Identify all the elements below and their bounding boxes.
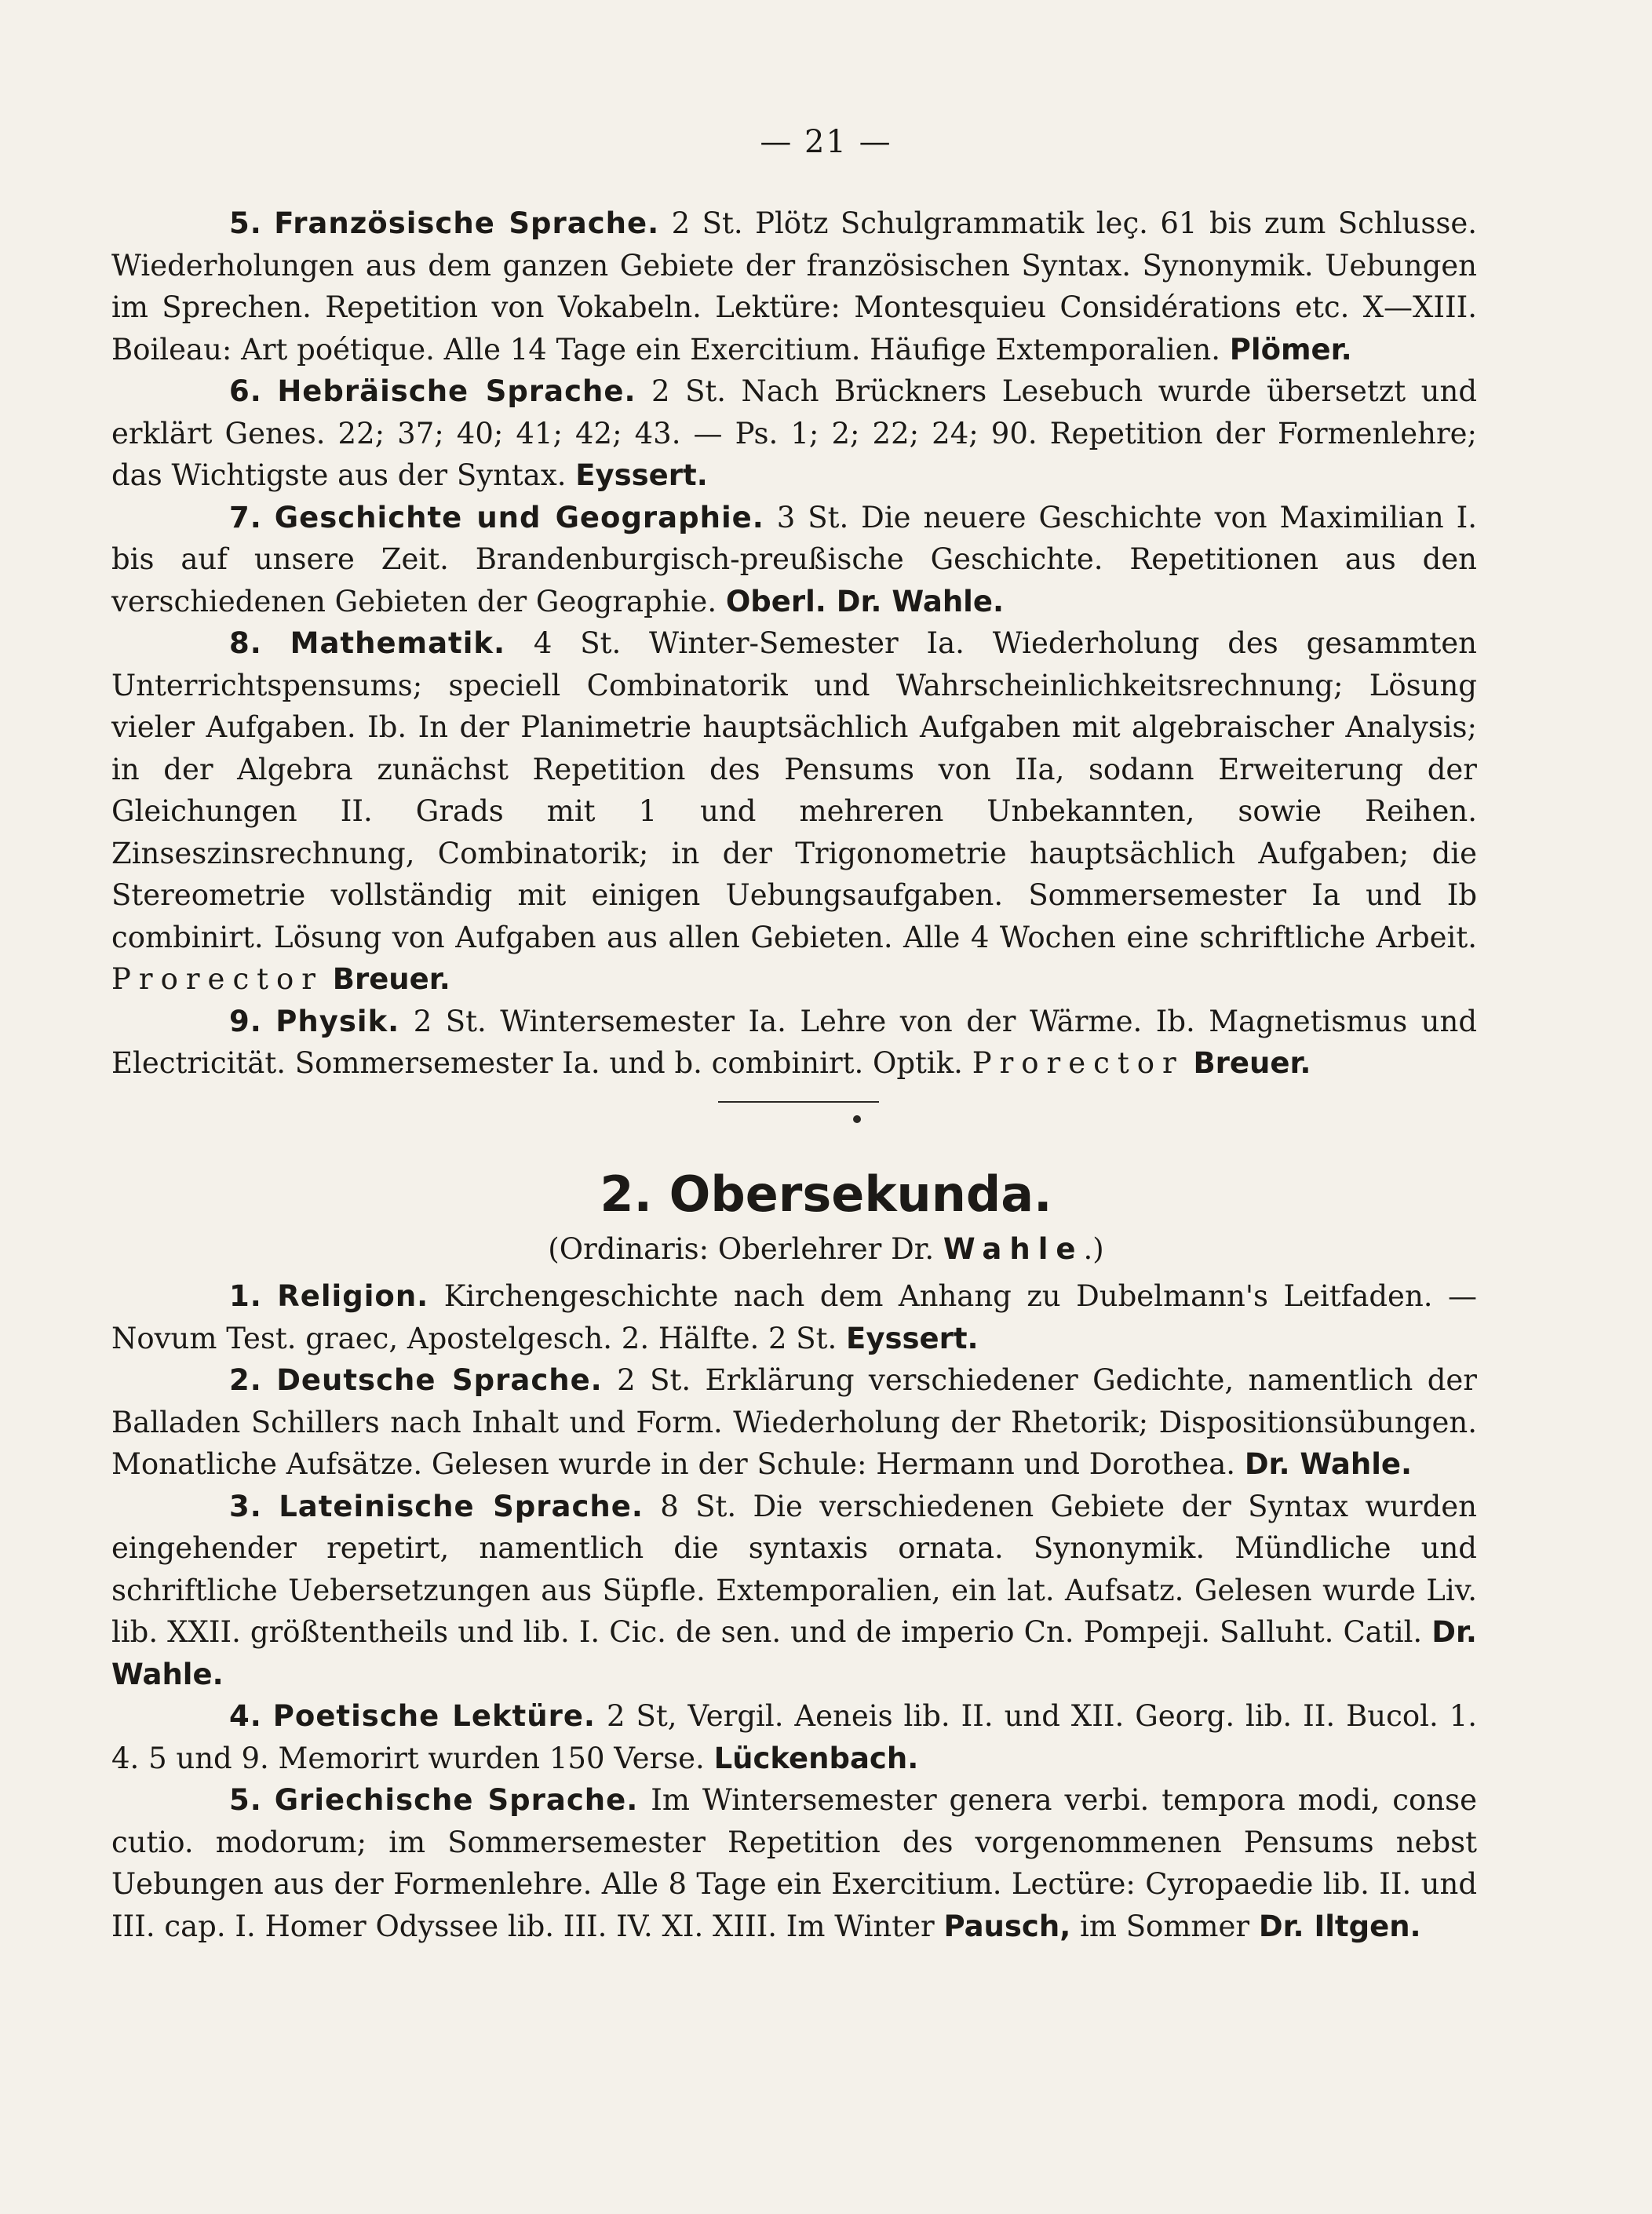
subject-heading: Geschichte und Geographie.	[274, 500, 764, 534]
section-subtitle	[0, 1232, 1652, 1266]
subject-heading: Griechische Sprache.	[274, 1783, 639, 1817]
teacher-role: Prorector	[111, 962, 323, 996]
subject-greek	[111, 1779, 1477, 1947]
teacher-role: Prorector	[972, 1046, 1184, 1080]
section2-list	[111, 1275, 1477, 1947]
item-number: 6.	[229, 374, 262, 408]
subject-text: 2 St. Erklärung verschiedener Gedichte, namentlich der Balladen Schillers nach Inhalt und Form. Wiederholung der Rhetorik; Dispositionsübungen. Monatliche Aufsätze. Gelesen wurde in der Schule: Hermann und Dorothea.	[111, 1363, 1477, 1481]
teacher-name: Breuer.	[332, 962, 450, 996]
subject-heading: Deutsche Sprache.	[276, 1363, 603, 1397]
subject-latin	[111, 1486, 1477, 1696]
teacher-name: Plömer.	[1229, 332, 1352, 367]
item-number: 1.	[229, 1279, 262, 1313]
subject-poetic-reading	[111, 1695, 1477, 1779]
subject-french	[111, 202, 1477, 370]
subject-history	[111, 497, 1477, 623]
item-number: 3.	[229, 1489, 262, 1523]
teacher-name: Dr. Wahle.	[111, 1615, 1477, 1691]
item-number: 9.	[229, 1004, 262, 1038]
teacher-name: Lückenbach.	[713, 1741, 919, 1775]
subject-heading: Hebräische Sprache.	[277, 374, 636, 408]
subject-heading: Poetische Lektüre.	[272, 1699, 596, 1733]
item-number: 7.	[229, 500, 262, 534]
subject-text: Kirchengeschichte nach dem Anhang zu Dubelmann's Leitfaden. — Novum Test. graec, Apostelgesch. 2. Hälfte. 2 St.	[111, 1279, 1477, 1355]
separator-dot	[853, 1115, 861, 1123]
subject-heading: Religion.	[277, 1279, 429, 1313]
teacher-name: Dr. Wahle.	[1244, 1447, 1413, 1481]
item-number: 4.	[229, 1699, 262, 1733]
page-number: — 21 —	[760, 124, 892, 160]
subject-heading: Lateinische Sprache.	[279, 1489, 644, 1523]
subject-text: 2 St, Vergil. Aeneis lib. II. und XII. Georg. lib. II. Bucol. 1. 4. 5 und 9. Memorirt wurden 150 Verse.	[111, 1699, 1477, 1775]
item-number: 8.	[229, 626, 262, 660]
subject-mathematics	[111, 622, 1477, 1001]
section1-list	[111, 202, 1477, 1085]
subject-german	[111, 1359, 1477, 1486]
subject-text: 2 St. Nach Brückners Lesebuch wurde übersetzt und erklärt Genes. 22; 37; 40; 41; 42; 43. — Ps. 1; 2; 22; 24; 90. Repetition der Formenlehre; das Wichtigste aus der Syntax.	[111, 374, 1478, 492]
subject-religion	[111, 1275, 1477, 1359]
subject-text: Im Wintersemester genera verbi. tempora modi, conse cutio. modorum; im Sommersemester Repetition des vorgenommenen Pensums nebst Uebungen aus der Formenlehre. Alle 8 Tage ein Exercitium. Lectüre: Cyropaedie lib. II. und III. cap. I. Homer Odyssee lib. III. IV. XI. XIII. Im Winter	[111, 1783, 1477, 1943]
teacher-name-2: Dr. Iltgen.	[1258, 1909, 1421, 1943]
subject-physics	[111, 1001, 1477, 1085]
item-number: 2.	[229, 1363, 262, 1397]
subject-text: 8 St. Die verschiedenen Gebiete der Syntax wurden eingehender repetirt, namentlich die syntaxis ornata. Synonymik. Mündliche und schriftliche Uebersetzungen aus Süpfle. Extemporalien, ein lat. Aufsatz. Gelesen wurde Liv. lib. XXII. größtentheils und lib. I. Cic. de sen. und de imperio Cn. Pompeji. Salluht. Catil.	[111, 1489, 1478, 1649]
teacher-name: Eyssert.	[575, 458, 708, 492]
subject-text: 2 St. Plötz Schulgrammatik leç. 61 bis zum Schlusse. Wiederholungen aus dem ganzen Gebiete der französischen Syntax. Synonymik. Uebungen im Sprechen. Repetition von Vokabeln. Lektüre: Montesquieu Considérations etc. X—XIII. Boileau: Art poétique. Alle 14 Tage ein Exercitium. Häufige Extemporalien.	[111, 206, 1477, 367]
teacher-name: Pausch,	[943, 1909, 1071, 1943]
section-title: 2. Obersekunda.	[600, 1165, 1052, 1223]
subject-text: 4 St. Winter-Semester Ia. Wiederholung des gesammten Unterrichtspensums; speciell Combinatorik und Wahrscheinlichkeitsrechnung; Lösung vieler Aufgaben. Ib. In der Planimetrie hauptsächlich Aufgaben mit algebraischer Analysis; in der Algebra zunächst Repetition des Pensums von IIa, sodann Erweiterung der Gleichungen II. Grads mit 1 und mehreren Unbekannten, sowie Reihen. Zinseszinsrechnung, Combinatorik; in der Trigonometrie hauptsächlich Aufgaben; die Stereometrie vollständig mit einigen Uebungsaufgaben. Sommersemester Ia und Ib combinirt. Lösung von Aufgaben aus allen Gebieten. Alle 4 Wochen eine schriftliche Arbeit.	[111, 626, 1477, 954]
subject-heading: Physik.	[275, 1004, 400, 1038]
subject-hebrew	[111, 370, 1477, 497]
subtitle-suffix: .)	[1083, 1232, 1104, 1266]
subject-heading: Französische Sprache.	[274, 206, 660, 240]
subtitle-name: Wahle	[943, 1232, 1084, 1266]
subject-text: 3 St. Die neuere Geschichte von Maximilian I. bis auf unsere Zeit. Brandenburgisch-preußische Geschichte. Repetitionen aus den verschiedenen Gebieten der Geographie.	[111, 500, 1477, 618]
subtitle-prefix: (Ordinaris: Oberlehrer Dr.	[548, 1232, 935, 1266]
teacher-name: Eyssert.	[846, 1321, 979, 1355]
subject-heading: Mathematik.	[290, 626, 506, 660]
teacher-name: Oberl. Dr. Wahle.	[725, 584, 1004, 618]
item-number: 5.	[229, 1783, 262, 1817]
subject-text-continued: im Sommer	[1080, 1909, 1250, 1943]
teacher-name: Breuer.	[1193, 1046, 1311, 1080]
item-number: 5.	[229, 206, 262, 240]
subject-text: 2 St. Wintersemester Ia. Lehre von der Wärme. Ib. Magnetismus und Electricität. Sommersemester Ia. und b. combinirt. Optik.	[111, 1004, 1478, 1080]
separator-rule	[718, 1101, 879, 1103]
